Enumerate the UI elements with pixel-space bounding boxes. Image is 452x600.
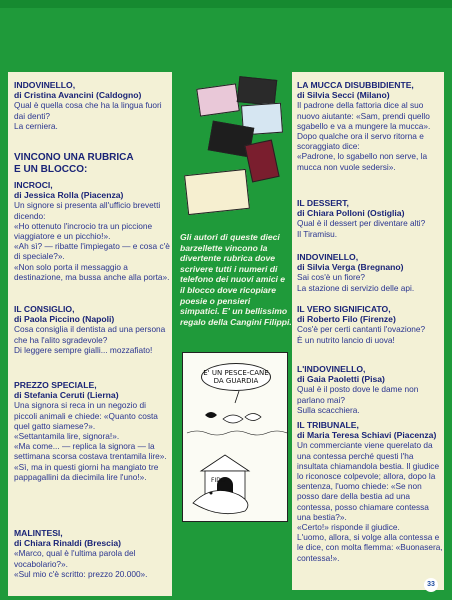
joke-author: di Roberto Filo (Firenze)	[297, 314, 396, 325]
notebook-pink	[196, 83, 240, 116]
joke-title: INDOVINELLO,	[14, 80, 76, 90]
joke-line: «Padrone, lo sgabello non serve, la mucca non vuole sedersi».	[297, 151, 428, 172]
joke-author: di Silvia Verga (Bregnano)	[297, 262, 404, 273]
joke-line: «Ah sì? — ribatte l'impiegato — e cosa c'è di speciale?».	[14, 241, 170, 262]
prezzo-ceruti	[14, 380, 170, 482]
cartoon-panel	[182, 352, 288, 522]
joke-author: di Cristina Avancini (Caldogno)	[14, 90, 142, 101]
joke-author: di Paola Piccino (Napoli)	[14, 314, 115, 325]
joke-line: L'uomo, allora, si volge alla contessa e le dice, con molta flemma: «Buonasera, contessa!».	[297, 532, 443, 563]
joke-title: INCROCI,	[14, 180, 53, 190]
joke-title: LA MUCCA DISUBBIDIENTE,	[297, 80, 414, 90]
joke-line: Qual è il dessert per diventare alti?	[297, 218, 426, 229]
contest-title: VINCONO UNA RUBRICA E UN BLOCCO:	[14, 152, 134, 175]
joke-line: «Sì, ma in questi giorni ha mangiato tre pappagallini da diecimila lire l'uno!».	[14, 461, 159, 482]
joke-author: di Jessica Rolla (Piacenza)	[14, 190, 124, 201]
joke-title: MALINTESI,	[14, 528, 63, 538]
joke-line: La cerniera.	[14, 120, 58, 131]
joke-line: Il Tiramisu.	[297, 228, 338, 239]
incroci-rolla	[14, 180, 170, 282]
joke-line: Una signora si reca in un negozio di piccoli animali e chiede: «Quanto costa quel gatto siamese?».	[14, 400, 158, 431]
joke-author: di Stefania Ceruti (Lierna)	[14, 390, 119, 401]
joke-line: «Non solo porta il messaggio a destinazione, ma bussa anche alla porta».	[14, 261, 170, 282]
page-number: 33	[424, 578, 438, 592]
joke-line: Cosa consiglia il dentista ad una persona che ha l'alito sgradevole?	[14, 324, 166, 345]
joke-line: La stazione di servizio delle api.	[297, 282, 415, 293]
joke-line: «Settantamila lire, signora!».	[14, 431, 120, 442]
notebook-open	[184, 169, 250, 215]
photo-caption: Gli autori di queste dieci barzellette vincono la divertente rubrica dove scrivere tutti i numeri di telefono dei nuovi amici e il blocco dove ricopiare poesie o pensieri simpatici. E' un bellissimo regalo della Cangini Filippi.	[180, 232, 292, 327]
consiglio-piccino	[14, 304, 170, 355]
mucca-secci	[297, 80, 443, 172]
speech-bubble: E' UN PESCE-CANE DA GUARDIA	[201, 363, 271, 391]
joke-line: Un commerciante viene querelato da una contessa perché questi l'ha insultata chiamandola bestia. Il giudice lo riconosce colpevole; allora, dopo la sentenza, l'uomo chiede: «Se non posso dare della bestia ad una contessa, posso chiamare contessa una bestia?».	[297, 440, 440, 522]
joke-line: Un signore si presenta all'ufficio brevetti dicendo:	[14, 200, 161, 221]
joke-line: «Ma come... — replica la signora — la settimana scorsa costava trentamila lire».	[14, 441, 167, 462]
joke-title: IL VERO SIGNIFICATO,	[297, 304, 391, 314]
joke-line: Cos'è per certi cantanti l'ovazione?	[297, 324, 426, 335]
page-top-edge	[0, 0, 452, 8]
joke-title: IL CONSIGLIO,	[14, 304, 75, 314]
significato-filo	[297, 304, 443, 345]
indovinello-paoletti	[297, 364, 443, 415]
joke-line: Qual è quella cosa che ha la lingua fuori dai denti?	[14, 100, 162, 121]
joke-title: L'INDOVINELLO,	[297, 364, 366, 374]
indovinello-verga	[297, 252, 443, 293]
joke-title: INDOVINELLO,	[297, 252, 359, 262]
joke-line: «Ho ottenuto l'incrocio tra un piccione viaggiatore e un picchio!».	[14, 220, 153, 242]
joke-author: di Chiara Rinaldi (Brescia)	[14, 538, 121, 549]
doghouse-sign: FIDO	[211, 477, 226, 484]
joke-title: IL DESSERT,	[297, 198, 349, 208]
joke-author: di Gaia Paoletti (Pisa)	[297, 374, 385, 385]
joke-author: di Chiara Polloni (Ostiglia)	[297, 208, 405, 219]
joke-line: «Marco, qual è l'ultima parola del vocabolario?».	[14, 548, 136, 569]
joke-line: È un nutrito lancio di uova!	[297, 334, 395, 345]
joke-line: Il padrone della fattoria dice al suo nuovo aiutante: «Sam, prendi quello sgabello e va a mungere la mucca».	[297, 100, 431, 131]
joke-title: IL TRIBUNALE,	[297, 420, 359, 430]
notebook-red	[244, 140, 279, 183]
joke-line: Qual è il posto dove le dame non parlano mai?	[297, 384, 419, 405]
indovinello-avancini	[14, 80, 170, 131]
malintesi-rinaldi	[14, 528, 170, 579]
joke-line: «Certo!» risponde il giudice.	[297, 522, 400, 533]
joke-line: Dopo qualche ora il servo ritorna e scoraggiato dice:	[297, 131, 424, 152]
tribunale-schiavi	[297, 420, 443, 563]
joke-line: Sulla scacchiera.	[297, 404, 360, 415]
cartoon-drawing	[183, 353, 287, 521]
notebook-black	[237, 76, 278, 106]
joke-author: di Maria Teresa Schiavi (Piacenza)	[297, 430, 437, 441]
joke-line: Sai cos'è un fiore?	[297, 272, 365, 283]
notebooks-photo	[180, 68, 288, 218]
joke-line: «Sul mio c'è scritto: prezzo 20.000».	[14, 568, 148, 579]
joke-author: di Silvia Secci (Milano)	[297, 90, 390, 101]
joke-title: PREZZO SPECIALE,	[14, 380, 97, 390]
dessert-polloni	[297, 198, 443, 239]
joke-line: Di leggere sempre gialli... mozzafiato!	[14, 344, 153, 355]
